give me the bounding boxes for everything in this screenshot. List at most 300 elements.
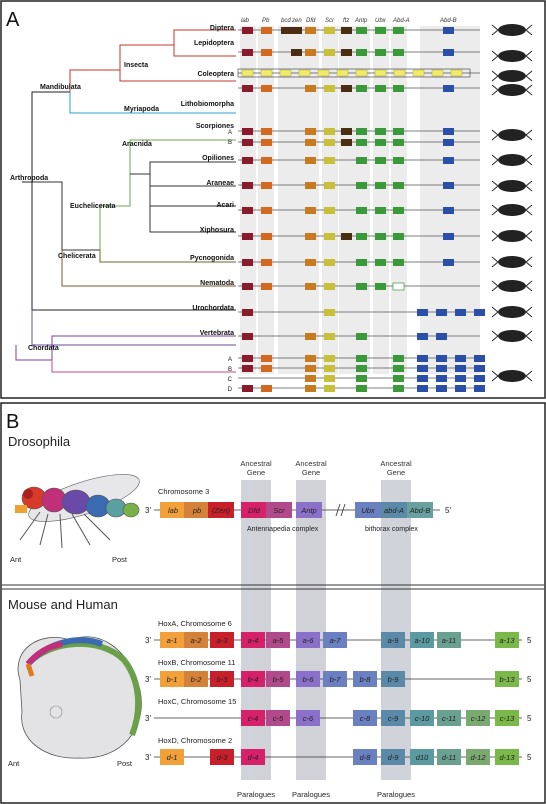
gene-box (375, 233, 386, 240)
svg-text:b-4: b-4 (247, 675, 259, 684)
mouse-ant-label: Ant (8, 759, 20, 768)
svg-text:c-13: c-13 (499, 714, 515, 723)
gene-column-1 (258, 26, 274, 374)
hox-gene-b-3 (210, 671, 234, 687)
gene-box (443, 233, 454, 240)
dros-gene-6 (355, 502, 381, 518)
dros-gene-0 (160, 502, 186, 518)
gene-box (305, 49, 316, 56)
hox-gene-b-9 (381, 671, 405, 687)
gene-box (242, 27, 253, 34)
hox-gene-b-1 (160, 671, 184, 687)
taxon-lithobiomorpha: Lithobiomorpha (180, 101, 234, 108)
gene-box (455, 375, 466, 382)
svg-text:d10: d10 (415, 753, 429, 762)
gene-box (356, 333, 367, 340)
hox-gene-b-13 (495, 671, 519, 687)
gene-box (393, 355, 404, 362)
hox-gene-c-9 (381, 710, 405, 726)
subrow-A: A (227, 130, 232, 136)
gene-box (242, 259, 253, 266)
ancestral-gene-1: Ancestral Gene (240, 459, 272, 477)
gene-box (394, 70, 405, 76)
svg-text:d-12: d-12 (470, 753, 486, 762)
gene-box (261, 70, 272, 76)
hox-gene-a-1 (160, 632, 184, 648)
gene-box (474, 355, 485, 362)
cluster-label: HoxA, Chromosome 6 (158, 619, 232, 628)
svg-text:b-5: b-5 (272, 675, 284, 684)
gene-box (436, 309, 447, 316)
paralogues-3: Paralogues (377, 790, 415, 799)
gene-box (242, 309, 253, 316)
header-lab: lab (241, 18, 250, 24)
gene-box (324, 355, 335, 362)
gene-box (324, 207, 335, 214)
svg-text:b-7: b-7 (329, 675, 341, 684)
gene-box (261, 128, 272, 135)
gene-box (242, 283, 253, 290)
hox-gene-b-2 (184, 671, 208, 687)
gene-box (305, 85, 316, 92)
gene-box (436, 355, 447, 362)
subrow-D: D (227, 387, 232, 393)
taxon-urochordata: Urochordata (192, 305, 234, 312)
gene-box (305, 233, 316, 240)
ancestral-gene-3: Ancestral Gene (380, 459, 412, 477)
gene-box (324, 385, 335, 392)
gene-box (305, 207, 316, 214)
hox-gene-a-9 (381, 632, 405, 648)
svg-text:d-11: d-11 (441, 753, 457, 762)
svg-text:3': 3' (145, 714, 151, 723)
gene-box (324, 182, 335, 189)
hox-gene-d-1 (160, 749, 184, 765)
gene-box (305, 27, 316, 34)
hox-gene-d-11 (437, 749, 461, 765)
gene-box (305, 139, 316, 146)
gene-box (261, 27, 272, 34)
gene-box (443, 259, 454, 266)
hox-gene-b-7 (323, 671, 347, 687)
header-abd-b: Abd-B (440, 18, 457, 24)
gene-column-0 (240, 26, 256, 374)
svg-text:b-9: b-9 (387, 675, 399, 684)
clade-aracnida: Aracnida (122, 141, 152, 148)
header-ubx: Ubx (375, 18, 386, 24)
dros-gene-7 (381, 502, 407, 518)
taxon-acari: Acari (216, 202, 234, 209)
gene-box (305, 182, 316, 189)
gene-box (443, 27, 454, 34)
svg-text:c-8: c-8 (359, 714, 371, 723)
gene-box (436, 375, 447, 382)
dros-gene-2 (208, 502, 234, 518)
svg-text:a-7: a-7 (329, 636, 341, 645)
svg-text:a-4: a-4 (247, 636, 259, 645)
gene-box (443, 157, 454, 164)
hox-gene-c-12 (466, 710, 490, 726)
gene-box (375, 139, 386, 146)
gene-box (356, 355, 367, 362)
gene-box (324, 139, 335, 146)
taxon-coleoptera: Coleoptera (197, 71, 234, 78)
gene-box (242, 70, 253, 76)
panel-b-label: B (6, 411, 20, 433)
gene-box (443, 49, 454, 56)
gene-box (393, 182, 404, 189)
gene-box (443, 207, 454, 214)
svg-text:a-10: a-10 (414, 636, 430, 645)
gene-box (324, 27, 335, 34)
svg-text:(Zen): (Zen) (212, 506, 230, 515)
hox-gene-c-8 (353, 710, 377, 726)
gene-box (375, 49, 386, 56)
header-scr: Scr (325, 18, 334, 24)
gene-box (281, 27, 292, 34)
gene-box (375, 157, 386, 164)
gene-box (324, 128, 335, 135)
gene-box (280, 70, 291, 76)
hox-gene-d-9 (381, 749, 405, 765)
gene-box (375, 128, 386, 135)
header-antp: Antp (355, 18, 368, 24)
gene-box (356, 182, 367, 189)
gene-box (443, 85, 454, 92)
gene-box (356, 27, 367, 34)
gene-box (242, 365, 253, 372)
svg-text:5: 5 (527, 636, 532, 645)
dros-chromosome-label: Chromosome 3 (158, 487, 210, 496)
gene-box (393, 259, 404, 266)
svg-text:5: 5 (527, 675, 532, 684)
gene-box (443, 139, 454, 146)
cluster-label: HoxD, Chromosome 2 (158, 736, 233, 745)
gene-box (242, 355, 253, 362)
gene-box (324, 259, 335, 266)
svg-text:a-9: a-9 (387, 636, 399, 645)
hox-gene-d-12 (466, 749, 490, 765)
gene-box (261, 283, 272, 290)
svg-text:Scr: Scr (273, 506, 285, 515)
gene-box (261, 259, 272, 266)
gene-box (375, 283, 386, 290)
gene-box (242, 49, 253, 56)
gene-box (356, 128, 367, 135)
drosophila-genes (160, 502, 433, 518)
header-pb: Pb (262, 18, 270, 24)
hox-gene-b-6 (296, 671, 320, 687)
svg-text:b-8: b-8 (359, 675, 371, 684)
gene-box (432, 70, 443, 76)
svg-text:a-3: a-3 (216, 636, 228, 645)
gene-column-6 (354, 26, 370, 374)
svg-text:c-9: c-9 (387, 714, 399, 723)
ancestral-gene-2: Ancestral Gene (295, 459, 327, 477)
gene-box (324, 283, 335, 290)
gene-box (375, 207, 386, 214)
gene-box (324, 309, 335, 316)
gene-box (261, 49, 272, 56)
svg-text:a-13: a-13 (499, 636, 515, 645)
gene-box (261, 207, 272, 214)
gene-box (436, 333, 447, 340)
dros-gene-5 (296, 502, 322, 518)
clade-euchelicerata: Euchelicerata (70, 203, 116, 210)
hox-gene-a-4 (241, 632, 265, 648)
svg-text:b-13: b-13 (499, 675, 515, 684)
antennapedia-complex-label: Antennapedia complex (247, 526, 319, 533)
gene-box (393, 233, 404, 240)
header-ftz: ftz (343, 18, 350, 24)
gene-box (393, 27, 404, 34)
gene-box (242, 157, 253, 164)
gene-box (242, 385, 253, 392)
svg-text:c-6: c-6 (302, 714, 314, 723)
gene-box (356, 85, 367, 92)
gene-box (291, 27, 302, 34)
gene-box (417, 355, 428, 362)
gene-box (436, 385, 447, 392)
gene-box (455, 365, 466, 372)
gene-box (356, 259, 367, 266)
header-zen: zen (292, 18, 302, 24)
cluster-label: HoxC, Chromosome 15 (158, 697, 237, 706)
gene-box (341, 85, 352, 92)
gene-box (305, 375, 316, 382)
dros-gene-1 (184, 502, 210, 518)
gene-box (451, 70, 462, 76)
gene-box (417, 375, 428, 382)
gene-box (261, 355, 272, 362)
svg-text:3': 3' (145, 753, 151, 762)
gene-box (261, 85, 272, 92)
svg-text:c-12: c-12 (470, 714, 486, 723)
gene-box (455, 385, 466, 392)
gene-box (375, 85, 386, 92)
gene-box (375, 70, 386, 76)
hox-gene-d10 (410, 749, 434, 765)
svg-text:d-3: d-3 (216, 753, 228, 762)
gene-box (375, 27, 386, 34)
gene-box (393, 365, 404, 372)
gene-box (305, 333, 316, 340)
gene-box (324, 85, 335, 92)
hox-gene-a-10 (410, 632, 434, 648)
hox-gene-b-4 (241, 671, 265, 687)
gene-box (455, 355, 466, 362)
svg-text:a-6: a-6 (302, 636, 314, 645)
taxon-pycnogonida: Pycnogonida (190, 255, 234, 262)
svg-text:c-10: c-10 (414, 714, 430, 723)
hox-gene-c-5 (266, 710, 290, 726)
svg-text:lab: lab (167, 506, 179, 515)
subrow-A: A (227, 357, 232, 363)
svg-text:a-1: a-1 (166, 636, 178, 645)
svg-text:a-11: a-11 (441, 636, 457, 645)
gene-box (242, 233, 253, 240)
hox-gene-d-13 (495, 749, 519, 765)
gene-box (305, 365, 316, 372)
svg-text:pb: pb (192, 506, 202, 515)
gene-column-8 (391, 26, 407, 374)
hox-gene-a-6 (296, 632, 320, 648)
gene-box (356, 139, 367, 146)
dros-post-label: Post (112, 555, 128, 564)
gene-box (242, 85, 253, 92)
gene-box (261, 365, 272, 372)
gene-box (242, 182, 253, 189)
gene-box (417, 333, 428, 340)
gene-box (393, 85, 404, 92)
clade-mandibulata: Mandibulata (40, 84, 81, 91)
hox-gene-b-8 (353, 671, 377, 687)
taxon-araneae: Araneae (206, 180, 234, 187)
svg-text:Dfd: Dfd (248, 506, 260, 515)
gene-box (474, 365, 485, 372)
svg-text:b-6: b-6 (302, 675, 314, 684)
hox-gene-a-3 (210, 632, 234, 648)
hox-gene-a-2 (184, 632, 208, 648)
paralogues-2: Paralogues (292, 790, 330, 799)
gene-box (291, 49, 302, 56)
svg-text:3': 3' (145, 636, 151, 645)
gene-box (341, 233, 352, 240)
gene-box (356, 365, 367, 372)
svg-text:d-13: d-13 (499, 753, 515, 762)
subrow-C: C (227, 377, 232, 383)
gene-column-4 (322, 26, 338, 374)
drosophila-title: Drosophila (8, 434, 71, 449)
gene-box (417, 309, 428, 316)
gene-box (305, 385, 316, 392)
ancestral-bands (241, 480, 411, 780)
svg-text:d-9: d-9 (387, 753, 399, 762)
gene-box (261, 182, 272, 189)
gene-box (356, 70, 367, 76)
svg-text:b-2: b-2 (190, 675, 202, 684)
gene-box (324, 365, 335, 372)
svg-text:c-11: c-11 (441, 714, 457, 723)
gene-box (341, 128, 352, 135)
hox-gene-a-11 (437, 632, 461, 648)
taxon-vertebrata: Vertebrata (199, 330, 234, 337)
gene-box (261, 157, 272, 164)
paralogues-1: Paralogues (237, 790, 275, 799)
svg-text:b-1: b-1 (166, 675, 178, 684)
gene-box (337, 70, 348, 76)
gene-box (474, 375, 485, 382)
gene-box (324, 233, 335, 240)
gene-box (375, 182, 386, 189)
gene-box (324, 375, 335, 382)
gene-box (393, 385, 404, 392)
gene-box (242, 128, 253, 135)
mouse-human-title: Mouse and Human (8, 597, 118, 612)
header-abd-a: Abd-A (393, 18, 410, 24)
gene-box (356, 385, 367, 392)
svg-text:b-3: b-3 (216, 675, 228, 684)
gene-box (393, 207, 404, 214)
gene-box (356, 157, 367, 164)
gene-box (324, 333, 335, 340)
gene-box (324, 157, 335, 164)
bithorax-complex-label: bithorax complex (365, 526, 418, 533)
gene-box (417, 365, 428, 372)
hox-gene-d-8 (353, 749, 377, 765)
gene-box (455, 309, 466, 316)
cluster-label: HoxB, Chromosome 11 (158, 658, 236, 667)
svg-text:c-4: c-4 (247, 714, 259, 723)
gene-box (375, 259, 386, 266)
svg-text:d-8: d-8 (359, 753, 371, 762)
dros-3prime: 3' (145, 506, 151, 515)
gene-box (356, 49, 367, 56)
gene-box (242, 207, 253, 214)
gene-box (356, 233, 367, 240)
dros-gene-8 (407, 502, 433, 518)
mouse-post-label: Post (117, 759, 133, 768)
gene-box (393, 375, 404, 382)
gene-column-3 (303, 26, 319, 374)
hox-gene-c-10 (410, 710, 434, 726)
gene-box (417, 385, 428, 392)
taxon-diptera: Diptera (209, 25, 234, 32)
taxon-xiphosura: Xiphosura (199, 227, 234, 234)
subrow-B: B (227, 367, 232, 373)
gene-box (341, 139, 352, 146)
gene-box (341, 27, 352, 34)
gene-box (393, 283, 404, 290)
gene-column-2 (278, 26, 306, 374)
clade-myriapoda: Myriapoda (124, 106, 160, 113)
gene-box (299, 70, 310, 76)
gene-box (393, 128, 404, 135)
header-bcd: bcd (281, 18, 291, 24)
gene-box (474, 309, 485, 316)
svg-text:Antp: Antp (301, 506, 317, 515)
gene-box (474, 385, 485, 392)
svg-text:d-1: d-1 (166, 753, 178, 762)
hox-gene-a-7 (323, 632, 347, 648)
hox-gene-b-5 (266, 671, 290, 687)
gene-box (413, 70, 424, 76)
gene-column-7 (373, 26, 389, 374)
taxon-lepidoptera: Lepidoptera (193, 40, 234, 47)
gene-box (305, 283, 316, 290)
gene-box (261, 385, 272, 392)
dros-5prime: 5' (445, 506, 451, 515)
svg-text:Abd-B: Abd-B (409, 506, 431, 515)
gene-box (393, 49, 404, 56)
svg-text:5: 5 (527, 714, 532, 723)
mouse-embryo-illustration (18, 637, 141, 758)
hox-gene-d-4 (241, 749, 265, 765)
svg-text:a-5: a-5 (272, 636, 284, 645)
paralogue-labels (237, 790, 415, 799)
gene-box (305, 157, 316, 164)
gene-box (443, 128, 454, 135)
gene-box (393, 157, 404, 164)
gene-box (242, 139, 253, 146)
hox-gene-a-5 (266, 632, 290, 648)
clade-insecta: Insecta (124, 62, 149, 69)
gene-box (318, 70, 329, 76)
panel-a-label: A (6, 9, 20, 31)
svg-text:d-4: d-4 (247, 753, 259, 762)
taxon-nematoda: Nematoda (200, 280, 234, 287)
gene-box (356, 207, 367, 214)
